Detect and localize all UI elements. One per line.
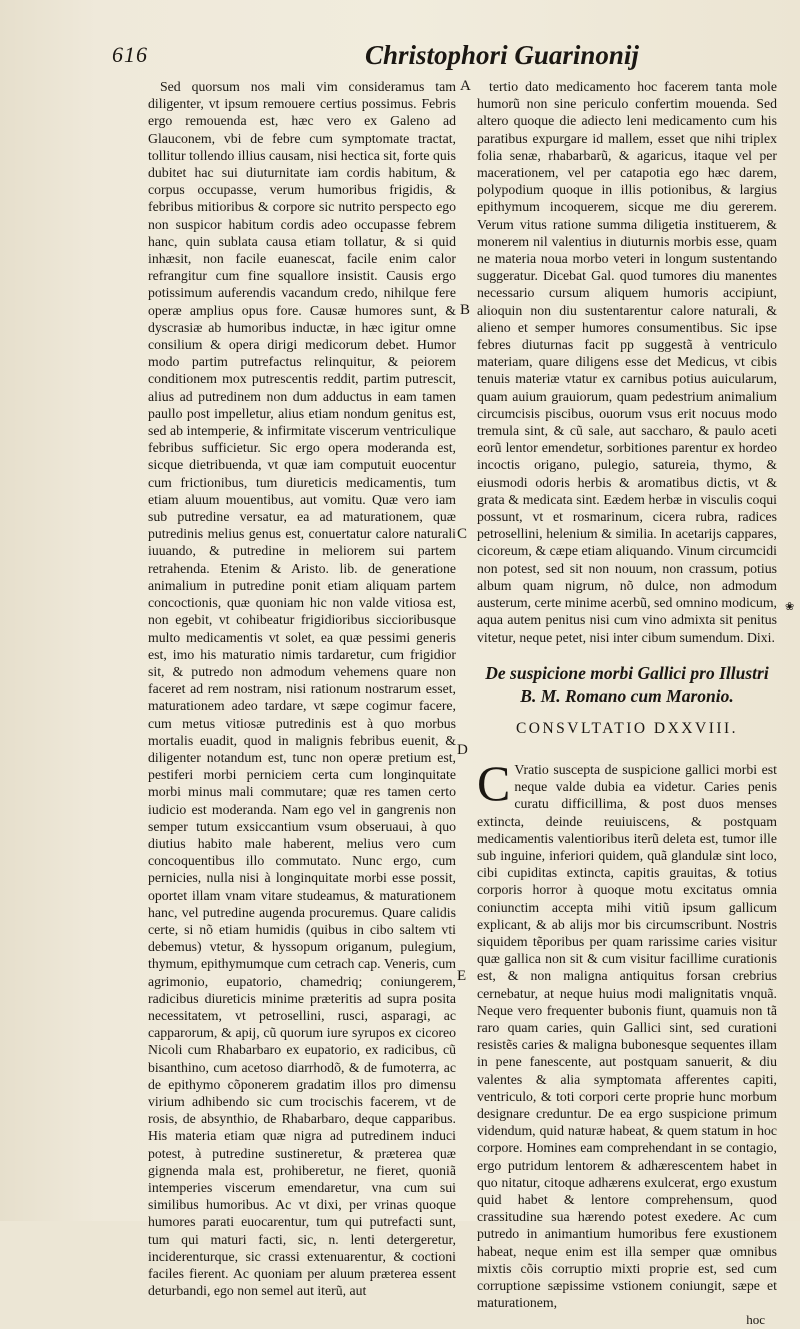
margin-ornament-icon: ❀ — [785, 601, 795, 613]
left-column-text: Sed quorsum nos mali vim consideramus tam diligenter, vt ipsum remouere certius possimus. Febris ergo remouenda est, hæc vero ex Galeno ad Glauconem, vbi de febre cum symptomate tractat, tollitur tollendo illius causam, nisi hectica sit, forte quis dubitet hac sui diuturnitate iam cordis habitum, & corpus occupasse, verum humoribus frigidis, & febribus mitioribus & corpore sic nutrito perspecto ego non suspicor habitum cordis adeo occupasse febrem hanc, quin sublata causa etiam tollatur, & si quid inhæsit, non facile euanescat, facile enim calor refrangitur cum fine squallore insistit. Causis ergo potissimum auferendis vacandum credo, nihilque fere operæ amplius opus fore. Causæ humores sunt, & dyscrasiæ ab humoribus inductæ, in hæc igitur omne consilium & opera dirigi medicorum debet. Humor modo partim putrefactus relinquitur, & peiorem conditionem mox putrescentis reddit, partim putrescit, alius ad putredinem non dum adductus in eam tamen paullo post impelletur, alius etiam nondum genitus est, sed ab intemperie, & infirmitate viscerum ventriculique febribus sufficietur. Sic ergo opera moderanda est, sicque dietribuenda, vt quæ iam computuit euocentur cum frictionibus, tum diureticis medicamentis, tum etiam aluum mouentibus, aut vomitu. Quæ vero iam sub putredine versatur, ea ad maturationem, quæ putredinis melius genus est, conuertatur calore naturali iuuando, & putredine in meliorem sui partem retrahenda. Etenim & Aristo. lib. de generatione animalium in putredine ponit etiam aliquam partem concoctionis, quæ quoniam hic non valde vitiosa est, non egebit, vt cohibeatur frigidioribus siccioribusque multo medicamentis vt solet, ea quæ pessimi generis est, imo his maturatio nimis tardaretur, cum frigidior sit, & putredo non admodum vehemens quare non faceret ad rem nostram, nisi rationum nostrarum esset, maturationem adeo tardare, vt sæpe cogimur facere, cum metus vitiosæ putredinis est à quo morbus mortalis euadit, quod in malignis febribus euenit, & diligenter notandum est, tunc non operæ pretium est, pestiferi morbi perniciem certa cum longinquitate morbi minus mali commutare; quæ res tamen certo iudicio est moderanda. Nam ego vel in gangrenis non semper tutum exsiccantium vsum obseruaui, à quo diutius habito male haberent, melius vero cum concoquentibus illo commutato. Nunc ergo, cum pernicies, nulla nisi à longinquitate morbi esse possit, oportet illam vnam vitare studeamus, & maturationem hanc, vel putredine augenda procuremus. Quare calidis certe, si nõ etiam humidis (quibus in cibo saltem vti debemus) vtetur, & hyssopum origanum, pulegium, thymum, epithymumque cum cetrach cap. Veneris, cum agrimonio, eupatorio, chamedriq; coniungerem, radicibus diureticis minime præteritis ad supra posita necessitatem, vt petrosellini, rusci, asparagi, ac capparorum, & apij, cũ quorum iure syrupos ex cicoreo Nicoli cum Rhabarbaro ex eupatorio, ex radicibus, cũ bisanthino, cum acetoso diarrhodõ, & de fumoterra, ac de epithymo cõponerem gradatim illos pro dimensu virium adhibendo sic cum trocischis facerem, vt de rosis, de absynthio, de Rhabarbaro, deque capparibus. His materia etiam quæ nigra ad putredinem induci potest, à putredine sustineretur, & præterea quæ gignenda mala est, prohiberetur, ne fieret, quoniã intemperies viscerum emendaretur, vna cum sui similibus humoribus. Ac vt dixi, per vrinas quoque humores parati euocarentur, tum qui putrefacti sunt, tum qui maturi facti, sic, n. lenti detergeretur, inciderenturque, sic crassi extenuarentur, & coctioni faciles fierent. Ac quoniam per aluum præterea essent deturbandi, ego non semel aut iterũ, aut — [148, 79, 456, 1299]
page-number: 616 — [112, 42, 148, 67]
drop-cap: C — [477, 754, 511, 811]
margin-mark-c: C — [457, 526, 468, 542]
consultation-title: De suspicione morbi Gallici pro Illustri B. M. Romano cum Maronio. — [485, 662, 769, 706]
left-column — [148, 78, 456, 1299]
running-head: Christophori Guarinonij — [365, 40, 639, 70]
right-column-text-top: tertio dato medicamento hoc facerem tanta mole humorũ non sine periculo confertim mouenda. Sed altero quoque die adiecto leni medicamento cum his paratibus expurgare id mallem, esset que nihi triplex folia senæ, rhabarbarũ, & agaricus, itaque vel per macerationem, vel per catapotia ego hæc darem, polypodium quoque in illis potionibus, & largius epithymum incoquerem, sicque me diu gererem. Verum vitus ratione summa diligetia instituerem, & monerem nil valentius in diuturnis morbis esse, quam ne materia noua morbo veteri in longum sustentando suggeratur. Dicebat Gal. quod tumores diu manentes necessario cursum aliquem humoris accipiunt, alioquin non diu sustentarentur calore naturali, & alieno et semper humores consumentibus. Sic ipse febres diuturnas facit pp suggestã à ventriculo materiam, quare diligens esse det Medicus, vt cibis tenuis materiæ vtatur ex carnibus potius auicularum, quam auium grauiorum, quam pedestrium animalium circumcisis piscibus, ouorum vsus erit nocuus modo tremula sint, & cũ sale, aut saccharo, & paulo aceti eorũ lentor emendetur, sorbitiones parentur ex hordeo incoctis origano, pulegio, satureia, thymo, & eiusmodi odoris herbis & aromatibus dictis, vt & grata & medicata sint. Eædem herbæ in visculis coqui possunt, vt et rosmarinum, cicera rubra, radices petrosellini, helenium & similia. In acetarijs cappares, cicoreum, & cæpe etiam aliquando. Vinum circumcidi non potest, sed sit non nouum, non crassum, potius album quam nigrum, nõ dulce, non admodum austerum, certe minime acerbũ, sed omnino modicum, aqua autem penitus nisi cum vino admixta sit penitus vitetur, neque petet, nisi inter cibum sumendum. Dixi. — [477, 79, 777, 645]
catchword: hoc — [746, 1312, 765, 1328]
margin-mark-a: A — [460, 78, 471, 94]
right-column-text-bottom — [477, 754, 777, 1312]
margin-mark-d: D — [457, 742, 468, 758]
margin-mark-b: B — [460, 302, 471, 318]
margin-mark-e: E — [457, 968, 467, 984]
right-column — [477, 78, 777, 1329]
consultation-body: Vratio suscepta de suspicione gallici morbi est neque valde dubia ea videtur. Caries penis curatu difficillima, & post duos menses extincta, deinde reuiuiscens, & postquam medicamentis valentioribus iterũ deleta est, tumor ille sub inguine, inferiori quidem, quã glandulæ sint loco, cibi cupiditas extincta, capitis grauitas, & totius corporis horror à quoque motu excitatus omnia coniunctim accepta mihi vitiũ ipsum gallicum explicant, & ab alijs mor bis circumscribunt. Nostris siquidem tẽporibus per quam rarissime caries visitur quæ gallica non sit & cum visitur facillime curationis est, & non maligna antiquitus forsan crebrius cernebatur, at neque huius modi malignitatis vnquã. Neque vero frequenter bubonis fiunt, quamuis non tã raro quam caries, quin Gallici sint, sed curationi resistẽs caries & maligna bubonesque sequentes illam in pene fanescente, aut postquam sanuerit, & diu valentes & alia symptomata afferentes capiti, ventriculo, & toti corpori certe proprie hunc morbum designare creduntur. De ea ergo suspicione primum videndum, quid naturæ habeat, & quem statum in hoc corpore. Homines eam comprehendant in se contagio, ergo putridum lentorem & adhærescentem habet in quo nitatur, citoque adhærens exulcerat, ergo exustum quid habet & lentore comprehensum, quod crassitudine sua hærendo potest exedere. Ac cum putredo in animantium humoribus fere exustionem habeat, neque enim est illa semper quæ omnibus mixtis cõis corruptio mixti proprie est, sed cum corruptione sæpissime vstionem coniungit, sæpe et maturationem, — [477, 761, 777, 1311]
page-header — [0, 40, 800, 72]
consultation-number: CONSVLTATIO DXXVIII. — [515, 719, 739, 737]
